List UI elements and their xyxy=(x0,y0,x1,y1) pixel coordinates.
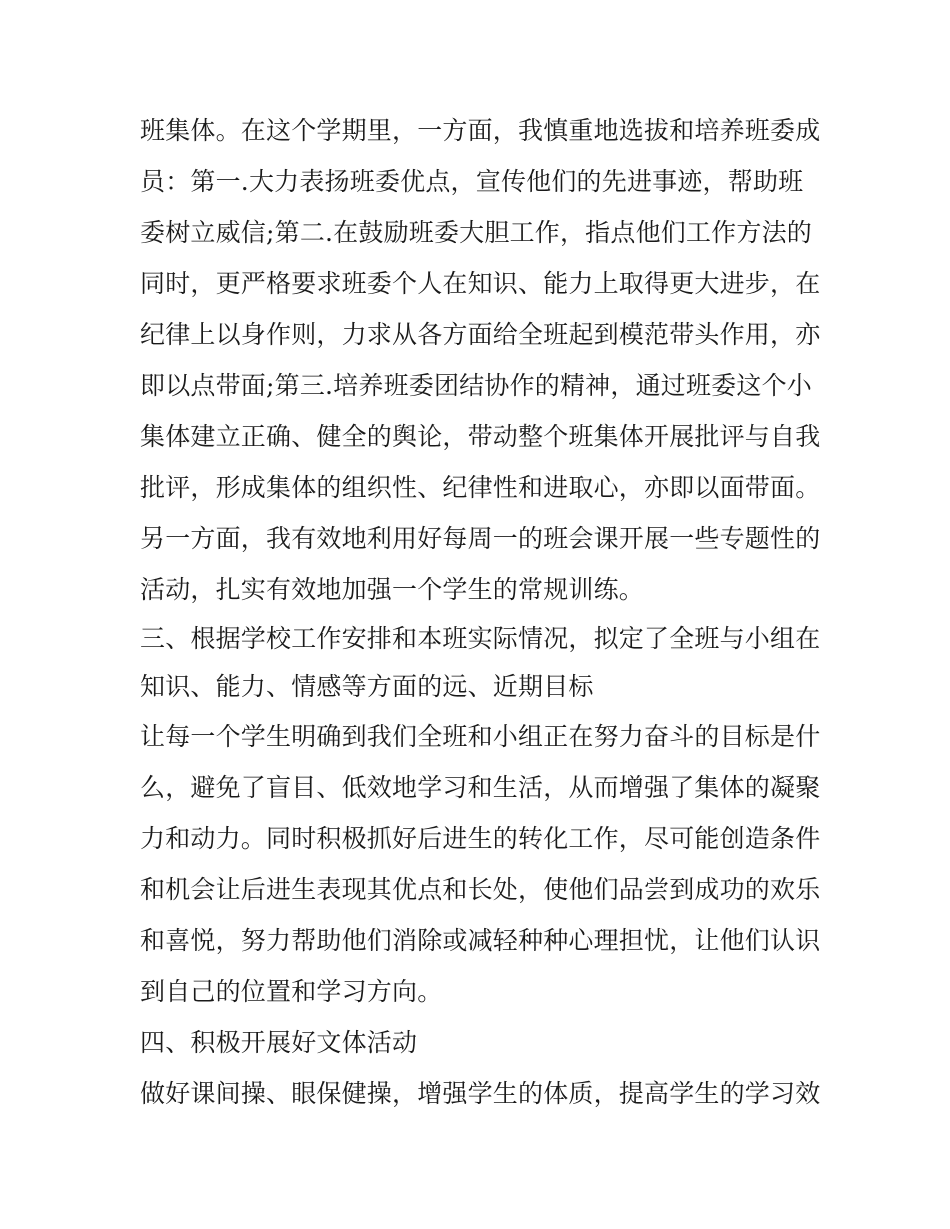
text-line: 做好课间操、眼保健操，增强学生的体质，提高学生的学习效 xyxy=(140,1079,821,1108)
text-line: 班集体。在这个学期里，一方面，我慎重地选拔和培养班委成 xyxy=(140,116,821,145)
text-line: 即以点带面;第三.培养班委团结协作的精神，通过班委这个小 xyxy=(140,371,812,400)
document-body xyxy=(140,105,820,1119)
text-line: 到自己的位置和学习方向。 xyxy=(140,977,443,1006)
text-line: 批评，形成集体的组织性、纪律性和进取心，亦即以面带面。 xyxy=(140,473,821,502)
text-line: 另一方面，我有效地利用好每周一的班会课开展一些专题性的 xyxy=(140,524,821,553)
section-heading-3-cont: 知识、能力、情感等方面的远、近期目标 xyxy=(140,672,594,701)
text-line: 让每一个学生明确到我们全班和小组正在努力奋斗的目标是什 xyxy=(140,722,821,751)
section-heading-4: 四、积极开展好文体活动 xyxy=(140,1028,418,1057)
text-line: 和喜悦，努力帮助他们消除或减轻种种心理担忧，让他们认识 xyxy=(140,926,821,955)
text-line: 和机会让后进生表现其优点和长处，使他们品尝到成功的欢乐 xyxy=(140,875,821,904)
section-heading-3: 三、根据学校工作安排和本班实际情况，拟定了全班与小组在 xyxy=(140,624,821,653)
text-line: 委树立威信;第二.在鼓励班委大胆工作，指点他们工作方法的 xyxy=(140,218,812,247)
text-line: 同时，更严格要求班委个人在知识、能力上取得更大进步，在 xyxy=(140,269,821,298)
text-line: 纪律上以身作则，力求从各方面给全班起到模范带头作用，亦 xyxy=(140,320,821,349)
text-line: 么，避免了盲目、低效地学习和生活，从而增强了集体的凝聚 xyxy=(140,773,821,802)
text-line: 员：第一.大力表扬班委优点，宣传他们的先进事迹，帮助班 xyxy=(140,167,804,196)
text-line: 集体建立正确、健全的舆论，带动整个班集体开展批评与自我 xyxy=(140,422,821,451)
text-line: 力和动力。同时积极抓好后进生的转化工作，尽可能创造条件 xyxy=(140,824,821,853)
text-line: 活动，扎实有效地加强一个学生的常规训练。 xyxy=(140,575,645,604)
